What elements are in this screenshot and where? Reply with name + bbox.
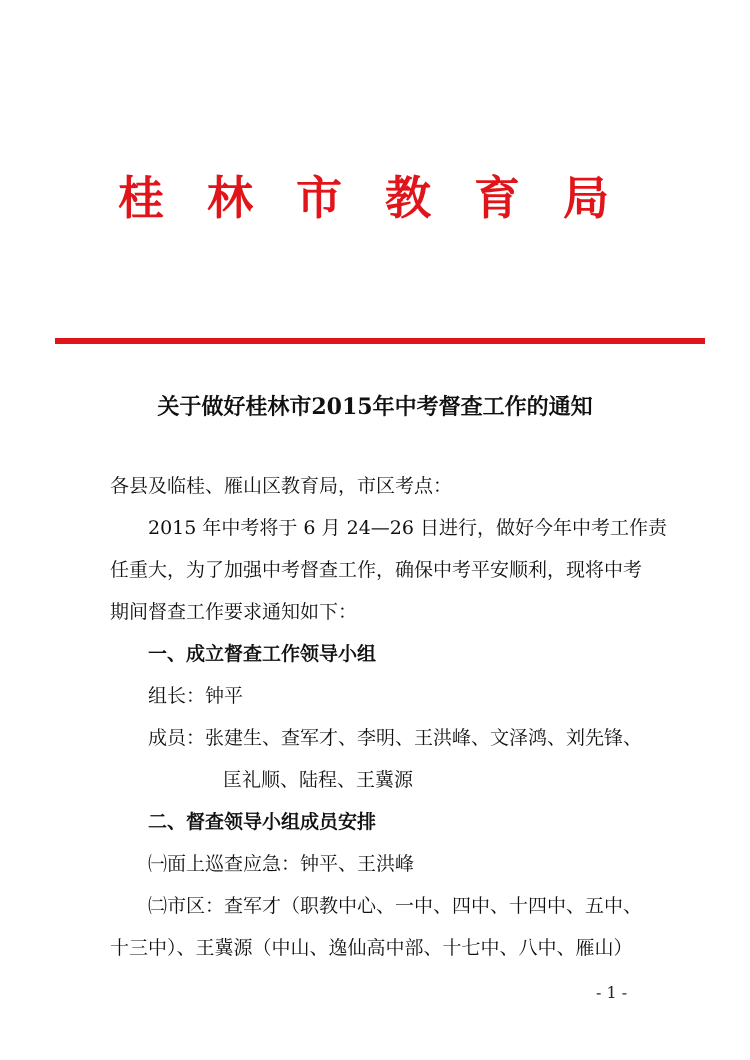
- section-2-heading: 二、督查领导小组成员安排: [148, 811, 377, 833]
- members-line-2: 匡礼顺、陆程、王冀源: [223, 769, 414, 791]
- item-2-line-2: 十三中）、王冀源（中山、逸仙高中部、十七中、八中、雁山）: [110, 937, 633, 959]
- intro-line-3: 期间督查工作要求通知如下：: [110, 601, 358, 623]
- item-1-line: ㈠面上巡查应急：钟平、王洪峰: [148, 853, 415, 875]
- page-number: - 1 -: [596, 983, 628, 1002]
- agency-header: 桂林市教育局: [118, 171, 652, 225]
- section-1-heading: 一、成立督查工作领导小组: [148, 643, 377, 665]
- leader-line: 组长：钟平: [148, 685, 244, 707]
- item-2-line-1: ㈡市区：查军才（职教中心、一中、四中、十四中、五中、: [148, 895, 643, 917]
- red-divider-line: [55, 338, 705, 344]
- intro-line-1: 2015 年中考将于 6 月 24—26 日进行，做好今年中考工作责: [148, 517, 667, 539]
- document-title: 关于做好桂林市2015年中考督查工作的通知: [157, 394, 593, 420]
- intro-line-2: 任重大，为了加强中考督查工作，确保中考平安顺利，现将中考: [110, 559, 643, 581]
- recipients-line: 各县及临桂、雁山区教育局，市区考点：: [110, 475, 453, 497]
- members-line-1: 成员：张建生、查军才、李明、王洪峰、文泽鸿、刘先锋、: [148, 727, 643, 749]
